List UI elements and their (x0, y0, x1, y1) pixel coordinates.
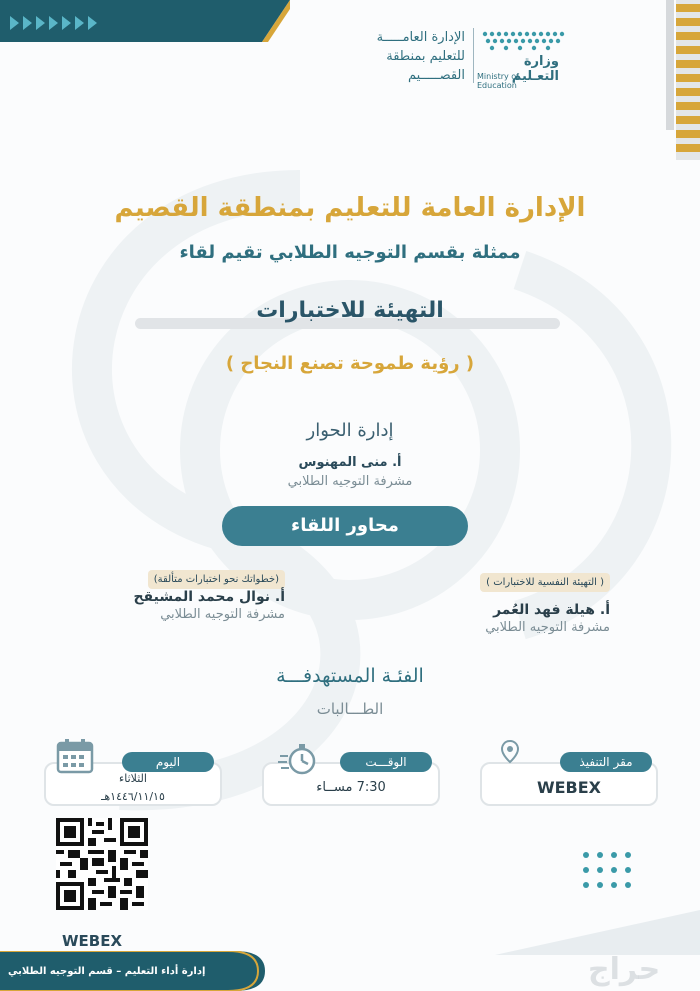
moderator-heading: إدارة الحوار (306, 420, 394, 441)
stopwatch-icon (278, 742, 318, 776)
gov-line-2: للتعليم بمنطقة (386, 49, 465, 64)
speaker-card (410, 570, 610, 635)
time-label-pill: الوقـــت (340, 752, 432, 772)
speaker-card (65, 570, 285, 622)
chevron-right-icon (62, 16, 71, 30)
corner-decoration (495, 905, 700, 955)
chevron-right-icon (75, 16, 84, 30)
ministry-logo (477, 24, 567, 90)
time-value: 7:30 مســاء (316, 780, 386, 795)
moderator-name: أ. منى المهنوس (298, 455, 402, 470)
day-label-pill: اليوم (122, 752, 214, 772)
watermark-logo: حراج (588, 952, 661, 987)
ministry-name-english: Ministry of Education (477, 72, 519, 90)
moderator-role: مشرفة التوجيه الطلابي (287, 474, 413, 489)
speaker-role: مشرفة التوجيه الطلابي (485, 620, 610, 635)
chevron-right-icon (10, 16, 19, 30)
axes-heading-pill: محاور اللقاء (222, 506, 468, 546)
speaker-topic: ( التهيئة النفسية للاختبارات ) (480, 573, 610, 592)
map-pin-icon (501, 740, 519, 764)
day-value: الثلاثاء (119, 772, 147, 785)
venue-value: WEBEX (536, 778, 602, 797)
venue-label-pill: مقر التنفيذ (560, 752, 652, 772)
audience-value: الطـــالبات (316, 700, 384, 718)
ministry-dots-icon (481, 28, 567, 52)
regional-administration-logo-text (335, 28, 465, 85)
chevron-right-icon (88, 16, 97, 30)
date-value: ١٤٤٦/١١/١٥هـ (101, 790, 165, 803)
ministry-name-arabic: وزارة التعـليم (511, 54, 559, 84)
calendar-icon (56, 738, 94, 774)
audience-heading: الفئـة المستهدفـــة (276, 665, 424, 687)
speaker-name: أ. نوال محمد المشيقح (133, 589, 285, 605)
footer-department: إدارة أداء التعليم – قسم التوجيه الطلابي (8, 966, 206, 977)
organizer-subheading: ممثلة بقسم التوجيه الطلابي تقيم لقاء (179, 242, 521, 263)
event-slogan: ( رؤية طموحة تصنع النجاح ) (225, 353, 475, 374)
chevron-right-icon (49, 16, 58, 30)
chevron-right-icon (36, 16, 45, 30)
logo-divider (473, 28, 474, 83)
speaker-name: أ. هيلة فهد العُمر (493, 602, 610, 618)
organizer-heading: الإدارة العامة للتعليم بمنطقة القصيم (114, 193, 586, 223)
gov-line-3: القصـــــيم (407, 68, 465, 83)
speaker-topic: (خطواتك نحو اختبارات متألقة) (148, 570, 285, 589)
qr-code-icon[interactable] (56, 818, 148, 910)
chevron-right-icon (23, 16, 32, 30)
event-title: التهيئة للاختبارات (256, 298, 444, 323)
webex-label: WEBEX (62, 932, 123, 950)
right-stripe-decoration (666, 0, 700, 160)
chevron-row (10, 16, 97, 30)
dot-pattern-decoration (580, 850, 640, 900)
gov-line-1: الإدارة العامـــــة (376, 30, 465, 45)
speaker-role: مشرفة التوجيه الطلابي (160, 607, 285, 622)
